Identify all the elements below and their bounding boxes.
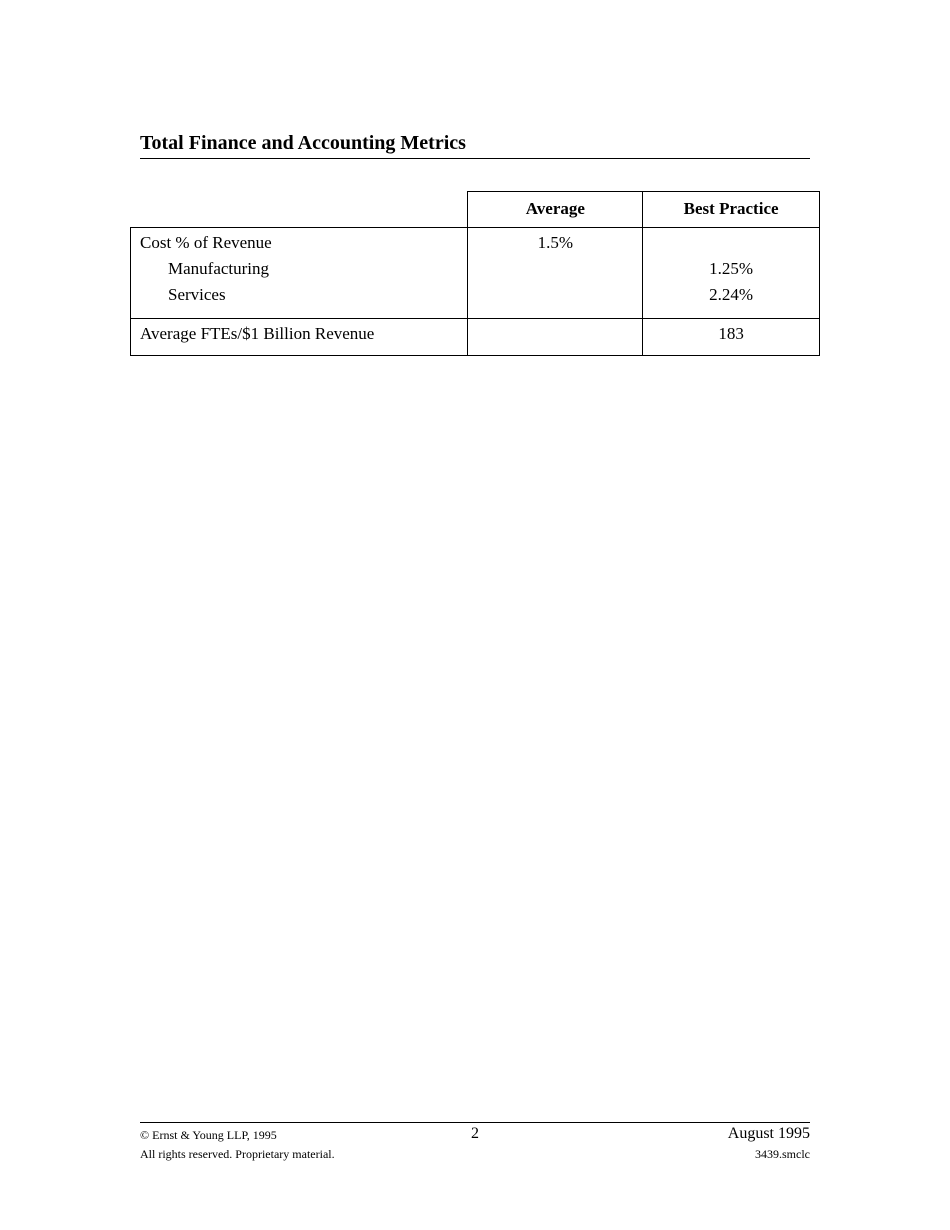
metrics-table	[130, 191, 820, 356]
value-best-services: 2.24%	[709, 285, 754, 304]
value-average-manufacturing	[468, 258, 642, 284]
subrow-label-services: Services	[168, 285, 226, 304]
footer-rights: All rights reserved. Proprietary material.	[140, 1147, 335, 1161]
footer-doc-code: 3439.smclc	[755, 1147, 810, 1161]
footer-divider	[140, 1122, 810, 1123]
best-practice-cell	[643, 319, 820, 356]
subrow-label-manufacturing: Manufacturing	[168, 259, 270, 278]
header-best-practice: Best Practice	[643, 192, 820, 228]
table-header-row	[131, 192, 820, 228]
best-practice-cell	[643, 228, 820, 319]
header-average: Average	[468, 192, 643, 228]
value-average-services	[468, 284, 642, 310]
value-best-cost-revenue	[643, 232, 819, 258]
average-cell	[468, 228, 643, 319]
table-row	[131, 228, 820, 319]
row-label-cell	[131, 228, 468, 319]
row-label-cell	[131, 319, 468, 356]
table-row	[131, 319, 820, 356]
row-label-ftes: Average FTEs/$1 Billion Revenue	[140, 324, 375, 343]
row-label-cost-revenue: Cost % of Revenue	[140, 233, 272, 252]
average-cell	[468, 319, 643, 356]
page-title: Total Finance and Accounting Metrics	[140, 130, 810, 159]
value-average-ftes	[468, 323, 642, 349]
value-average-cost-revenue: 1.5%	[537, 233, 574, 252]
footer-date: August 1995	[727, 1125, 810, 1142]
value-best-manufacturing: 1.25%	[709, 259, 754, 278]
footer-copyright: © Ernst & Young LLP, 1995	[140, 1128, 277, 1142]
value-best-ftes: 183	[718, 324, 744, 343]
footer-page-number: 2	[471, 1125, 479, 1142]
header-blank-cell	[131, 192, 468, 228]
